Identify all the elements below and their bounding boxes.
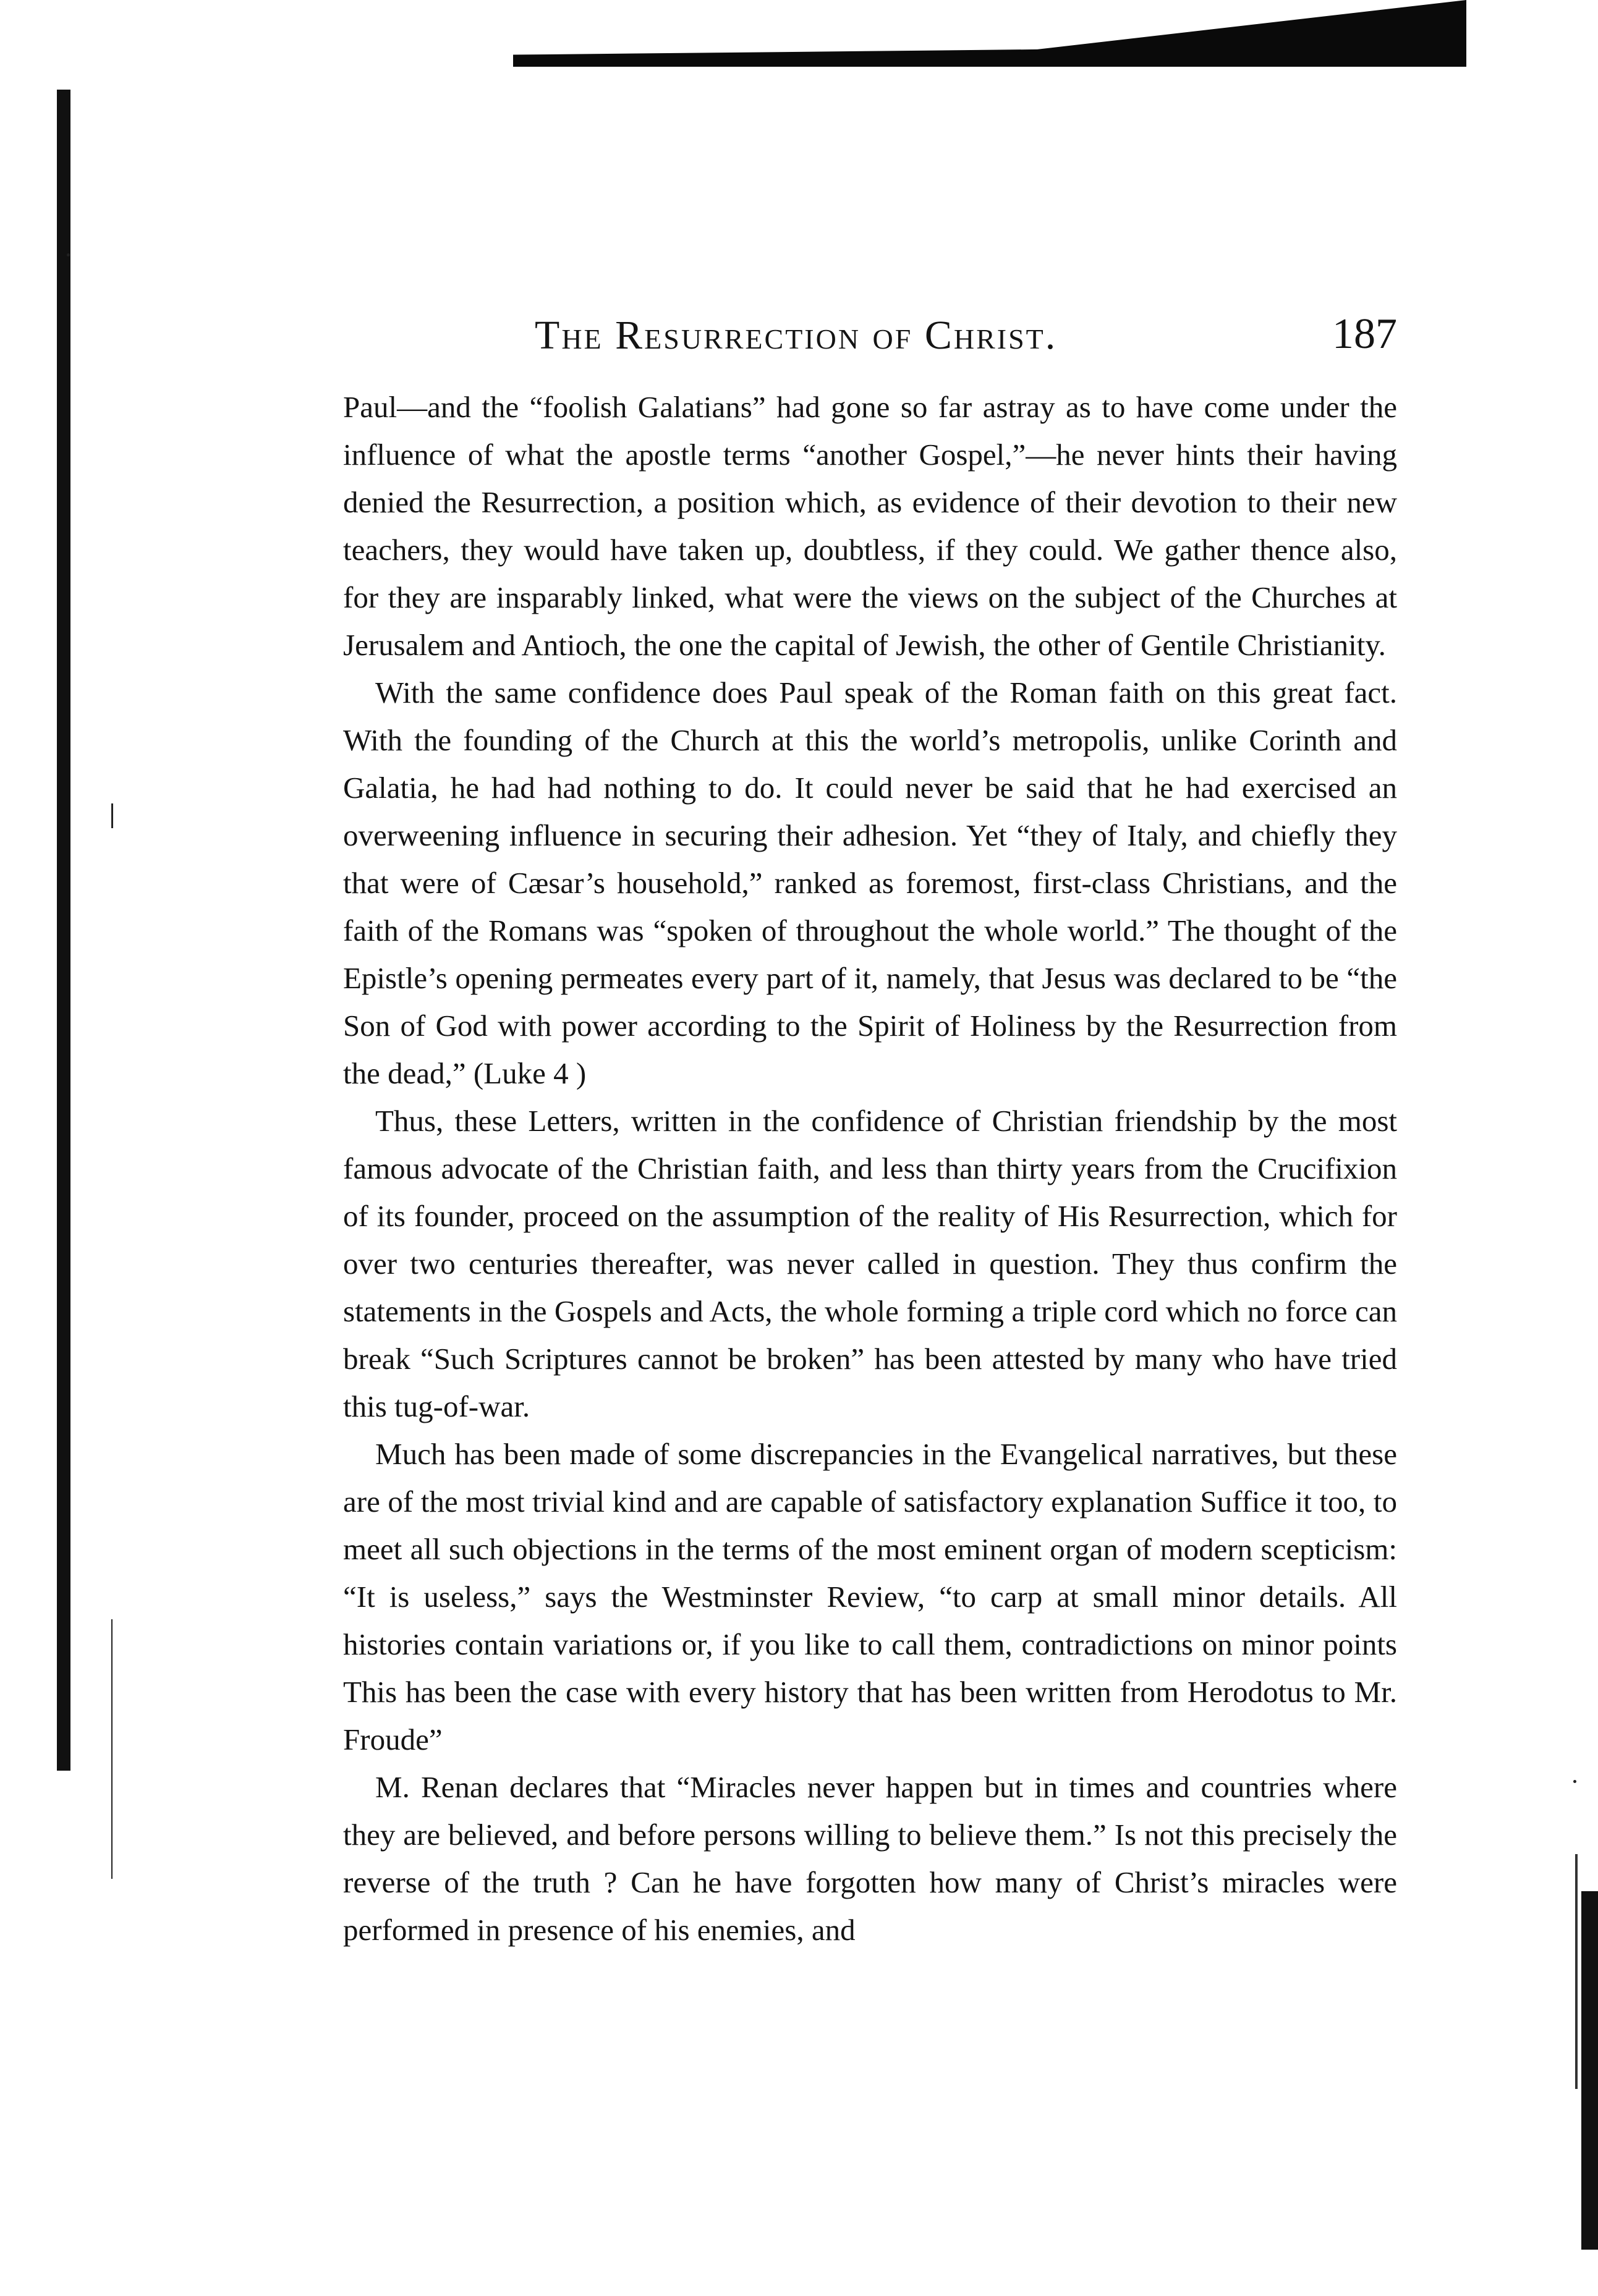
page-header	[343, 306, 1397, 368]
scan-shadow-top	[513, 0, 1466, 67]
page-number: 187	[1332, 310, 1397, 358]
paragraph: Paul—and the “foolish Galatians” had gone so far astray as to have come under the influence of what the apostle terms “another Gospel,”—he never hints their having denied the Resurrection, a position which, as evidence of their devotion to their new teachers, they would have taken up, doubtless, if they could. We gather thence also, for they are insparably linked, what were the views on the subject of the Churches at Jerusalem and Antioch, the one the capital of Jewish, the other of Gentile Christianity.	[343, 390, 1397, 662]
paragraph: With the same confidence does Paul speak of the Roman faith on this great fact. With the founding of the Church at this the world’s metropolis, unlike Corinth and Galatia, he had had nothing to do. It could never be said that he had exercised an overweening influence in securing their adhesion. Yet “they of Italy, and chiefly they that were of Cæsar’s household,” ranked as foremost, first-class Christians, and the faith of the Romans was “spoken of throughout the whole world.” The thought of the Epistle’s opening permeates every part of it, namely, that Jesus was declared to be “the Son of God with power according to the Spirit of Holiness by the Resurrection from the dead,” (Luke 4 )	[343, 676, 1397, 1090]
scan-mark	[1575, 1854, 1578, 2089]
paragraph: Much has been made of some discrepancies in the Evangelical narratives, but these are of the most trivial kind and are capable of satisfactory explanation Suffice it too, to meet all such objections in the terms of the most eminent organ of modern scepticism: “It is useless,” says the Westminster Review, “to carp at small minor details. All histories contain variations or, if you like to call them, contradictions on minor points This has been the case with every history that has been written from Herodotus to Mr. Froude”	[343, 1437, 1397, 1756]
scan-edge-left	[57, 90, 70, 1771]
running-title: The Resurrection of Christ.	[535, 313, 1058, 358]
scan-edge-right	[1581, 1891, 1598, 2250]
paragraph: Thus, these Letters, written in the confidence of Christian friendship by the most famous advocate of the Christian faith, and less than thirty years from the Crucifixion of its founder, proceed on the assumption of the reality of His Resurrection, which for over two centuries thereafter, was never called in question. They thus confirm the statements in the Gospels and Acts, the whole forming a triple cord which no force can break “Such Scriptures cannot be broken” has been attested by many who have tried this tug-of-war.	[343, 1104, 1397, 1423]
scan-speck	[1573, 1780, 1576, 1783]
scan-speck	[67, 253, 70, 256]
paragraph: M. Renan declares that “Miracles never happen but in times and countries where they are believed, and before persons willing to believe them.” Is not this precisely the reverse of the truth ? Can he have forgotten how many of Christ’s miracles were performed in presence of his enemies, and	[343, 1770, 1397, 1947]
scan-mark	[111, 1619, 113, 1879]
scan-mark	[111, 803, 113, 828]
body-text	[343, 383, 1397, 1954]
